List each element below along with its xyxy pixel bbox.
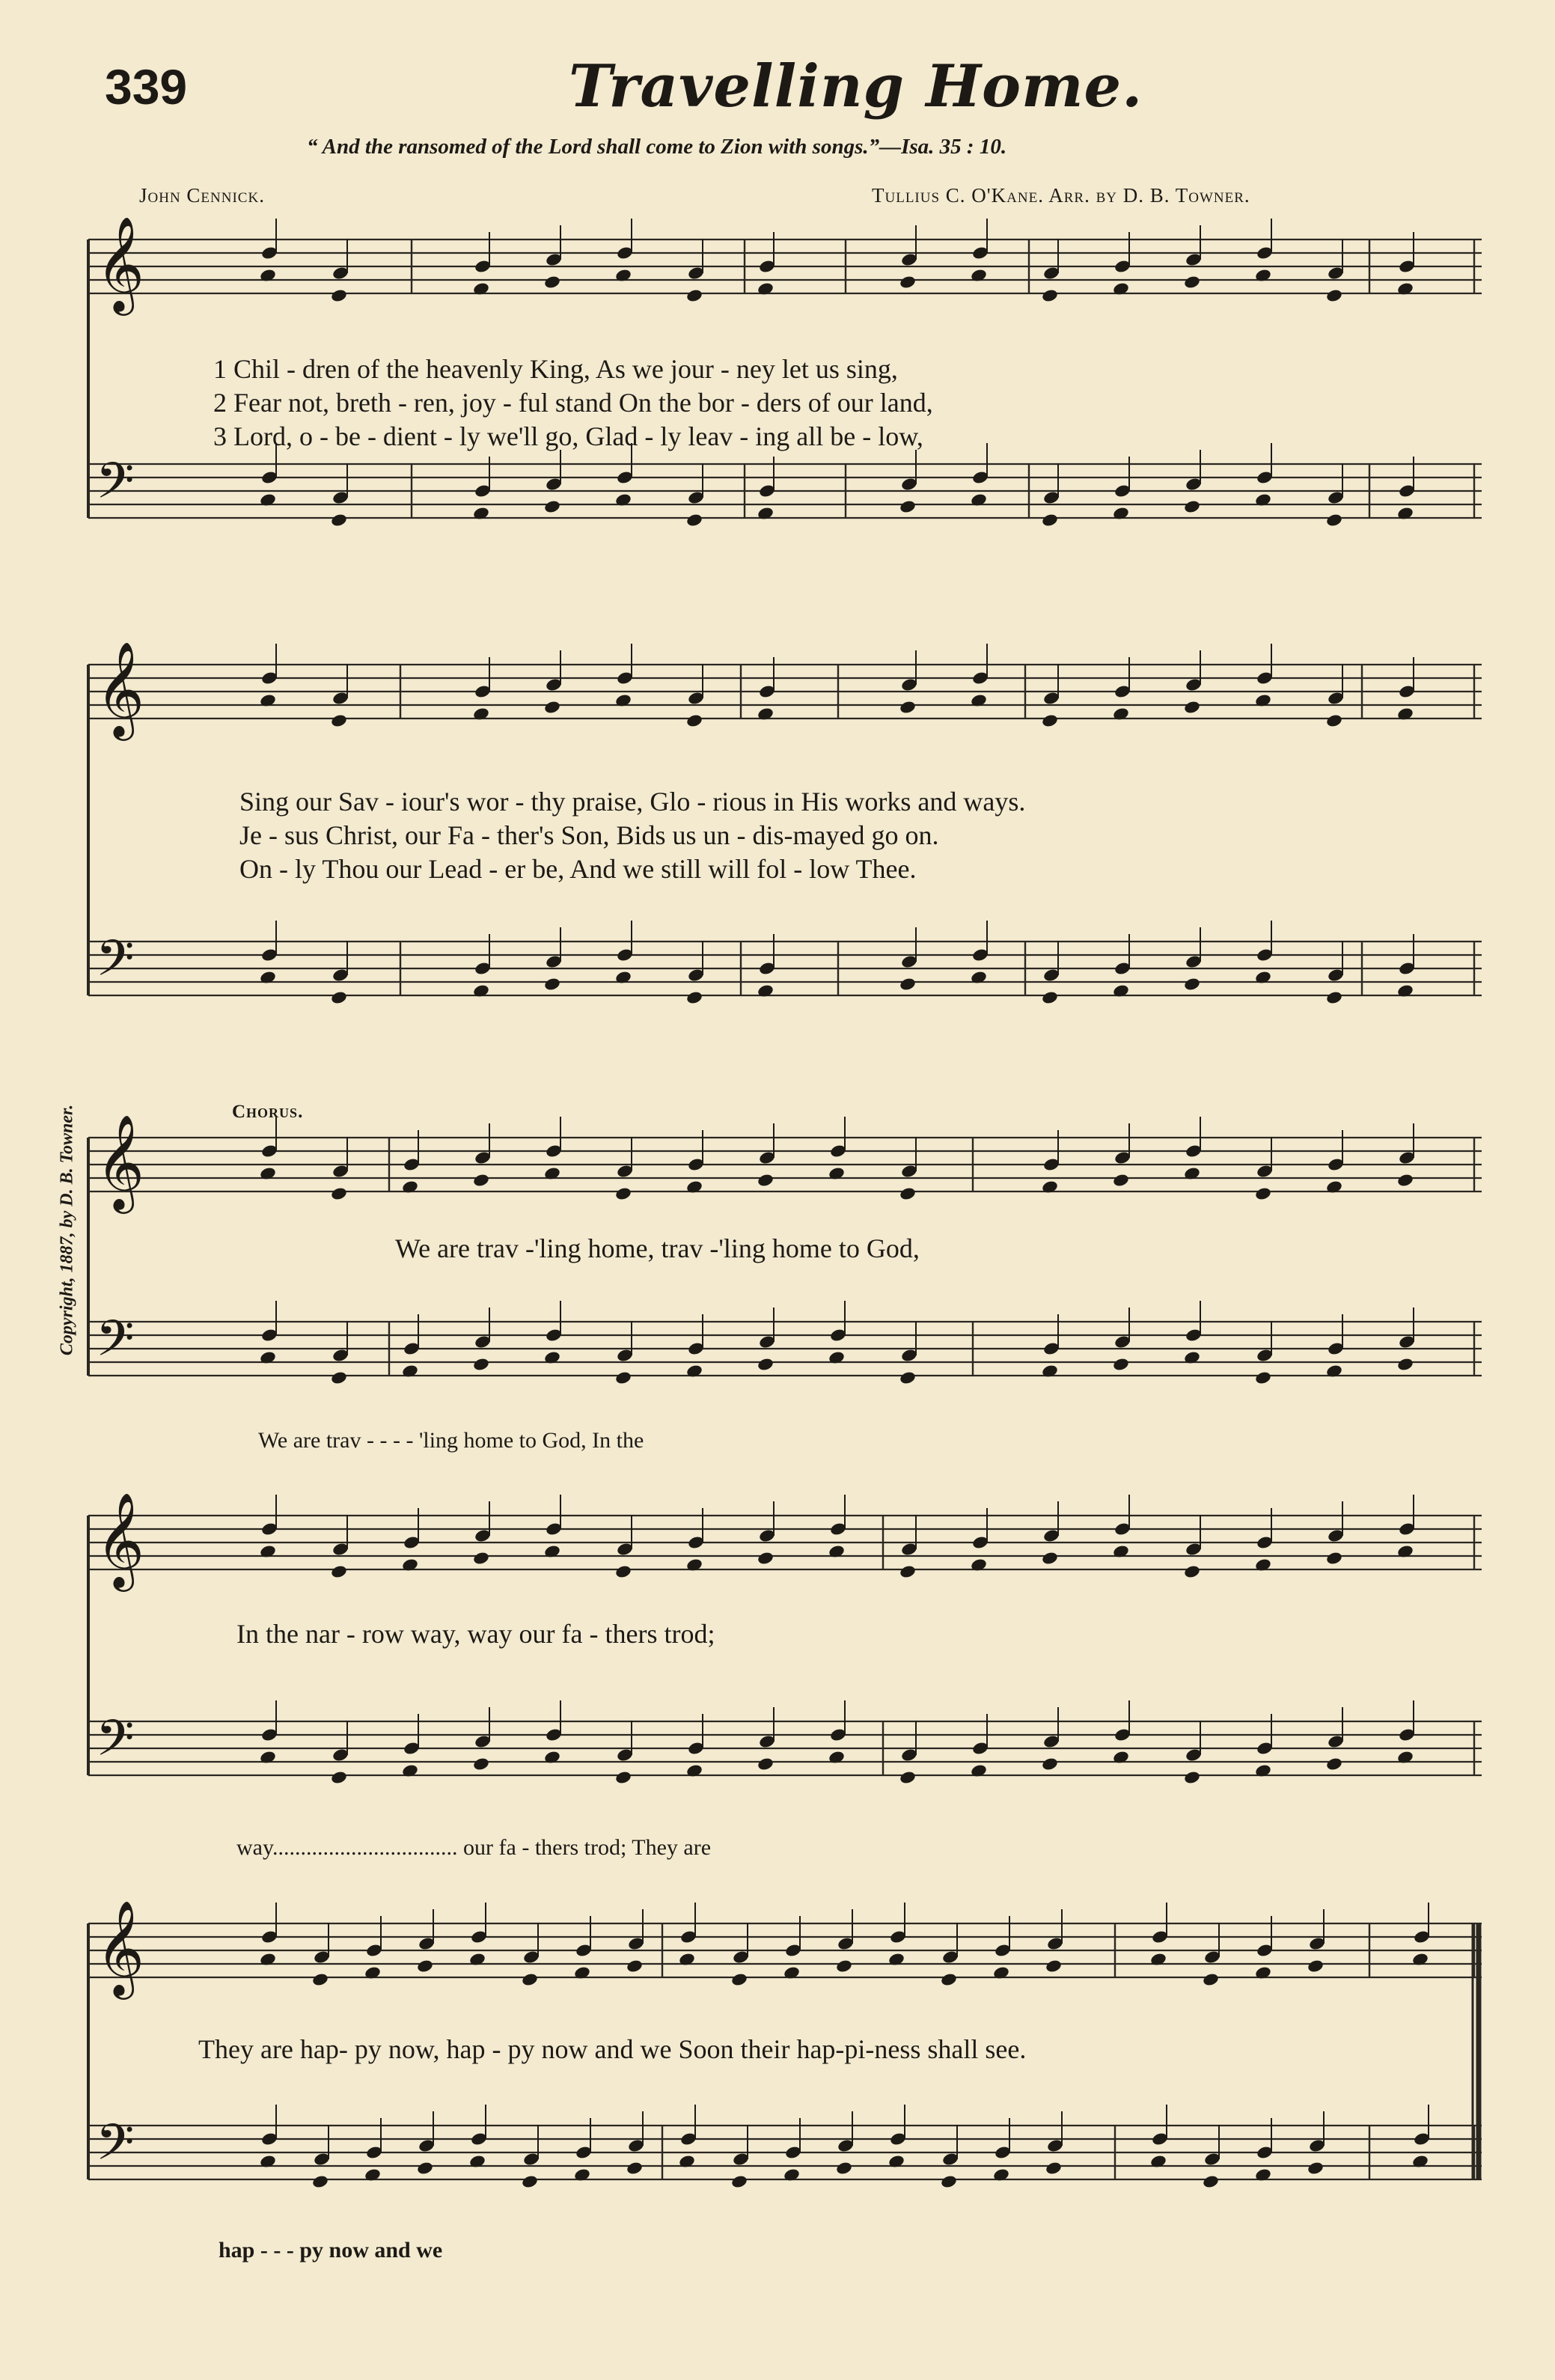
bass-note bbox=[1254, 1370, 1272, 1385]
treble-note bbox=[1041, 713, 1059, 728]
bass-note bbox=[899, 1370, 917, 1385]
verse-3-line-2: On - ly Thou our Lead - er be, And we still will fol - low Thee. bbox=[239, 854, 917, 884]
bass-note bbox=[1202, 2174, 1220, 2189]
treble-note bbox=[330, 288, 348, 303]
bass-clef: 𝄢 bbox=[96, 452, 135, 522]
hymn-number: 339 bbox=[105, 59, 188, 115]
copyright-notice: Copyright, 1887, by D. B. Towner. bbox=[57, 1104, 77, 1356]
bass-note bbox=[416, 2161, 434, 2176]
treble-note bbox=[614, 1186, 632, 1201]
treble-clef: 𝄞 bbox=[96, 641, 145, 736]
bass-note bbox=[472, 1357, 490, 1372]
bass-note bbox=[311, 2174, 329, 2189]
bass-note bbox=[330, 1370, 348, 1385]
treble-note bbox=[626, 1959, 644, 1974]
bass-note bbox=[757, 1757, 775, 1772]
treble-note bbox=[1045, 1959, 1063, 1974]
author-credit: John Cennick. bbox=[139, 184, 265, 207]
treble-note bbox=[757, 1173, 775, 1188]
bass-note bbox=[1045, 2161, 1063, 2176]
bass-note bbox=[835, 2161, 853, 2176]
treble-note bbox=[1307, 1959, 1325, 1974]
treble-note bbox=[614, 1564, 632, 1579]
treble-note bbox=[899, 700, 917, 715]
treble-clef: 𝄞 bbox=[96, 216, 145, 311]
treble-note bbox=[1325, 713, 1343, 728]
treble-note bbox=[1202, 1972, 1220, 1987]
treble-clef: 𝄞 bbox=[96, 1492, 145, 1587]
treble-note bbox=[899, 1186, 917, 1201]
bass-note bbox=[614, 1370, 632, 1385]
bass-note bbox=[940, 2174, 958, 2189]
chorus-line-3-bass: hap - - - py now and we bbox=[219, 2238, 443, 2262]
bass-note bbox=[543, 977, 561, 992]
bass-note bbox=[614, 1770, 632, 1785]
treble-note bbox=[1183, 700, 1201, 715]
treble-clef: 𝄞 bbox=[96, 1114, 145, 1209]
bass-note bbox=[330, 513, 348, 528]
treble-note bbox=[543, 275, 561, 290]
bass-note bbox=[1183, 977, 1201, 992]
chorus-label: Chorus. bbox=[232, 1102, 304, 1122]
verse-2-line-1: 2 Fear not, breth - ren, joy - ful stand On the bor - ders of our land, bbox=[213, 388, 933, 418]
verse-1-line-1: 1 Chil - dren of the heavenly King, As we jour - ney let us sing, bbox=[213, 354, 898, 384]
bass-note bbox=[330, 1770, 348, 1785]
chorus-line-2-bass: way................................. our fa - thers trod; They are bbox=[236, 1835, 712, 1860]
chorus-line-1-bass: We are trav - - - - 'ling home to God, In the bbox=[258, 1428, 644, 1453]
bass-clef: 𝄢 bbox=[96, 930, 135, 999]
treble-note bbox=[899, 1564, 917, 1579]
treble-note bbox=[685, 713, 703, 728]
treble-note bbox=[472, 1551, 490, 1566]
bass-note bbox=[543, 499, 561, 514]
bass-clef: 𝄢 bbox=[96, 2114, 135, 2183]
bass-note bbox=[1325, 513, 1343, 528]
bass-note bbox=[1183, 499, 1201, 514]
treble-note bbox=[330, 1186, 348, 1201]
epigraph: “ And the ransomed of the Lord shall come to Zion with songs.”—Isa. 35 : 10. bbox=[307, 135, 1007, 159]
bass-note bbox=[899, 499, 917, 514]
treble-note bbox=[730, 1972, 748, 1987]
chorus-line-2-treble: In the nar - row way, way our fa - thers trod; bbox=[236, 1619, 715, 1649]
treble-note bbox=[1112, 1173, 1130, 1188]
treble-note bbox=[940, 1972, 958, 1987]
verse-1-line-2: Sing our Sav - iour's wor - thy praise, Glo - rious in His works and ways. bbox=[239, 787, 1026, 817]
bass-note bbox=[757, 1357, 775, 1372]
chorus-line-1-treble: We are trav -'ling home, trav -'ling home to God, bbox=[395, 1233, 920, 1263]
treble-note bbox=[311, 1972, 329, 1987]
bass-note bbox=[472, 1757, 490, 1772]
verse-2-line-2: Je - sus Christ, our Fa - ther's Son, Bids us un - dis-mayed go on. bbox=[239, 820, 939, 850]
bass-note bbox=[626, 2161, 644, 2176]
bass-note bbox=[730, 2174, 748, 2189]
bass-note bbox=[1112, 1357, 1130, 1372]
composer-credit: Tullius C. O'Kane. Arr. by D. B. Towner. bbox=[872, 184, 1250, 207]
bass-note bbox=[1307, 2161, 1325, 2176]
bass-clef: 𝄢 bbox=[96, 1709, 135, 1779]
treble-note bbox=[899, 275, 917, 290]
treble-note bbox=[1325, 1551, 1343, 1566]
bass-note bbox=[1325, 990, 1343, 1005]
treble-note bbox=[1396, 1173, 1414, 1188]
treble-note bbox=[521, 1972, 539, 1987]
treble-clef: 𝄞 bbox=[96, 1900, 145, 1995]
treble-note bbox=[472, 1173, 490, 1188]
bass-note bbox=[1041, 513, 1059, 528]
treble-note bbox=[543, 700, 561, 715]
bass-note bbox=[899, 977, 917, 992]
treble-note bbox=[757, 1551, 775, 1566]
treble-note bbox=[1183, 275, 1201, 290]
verse-3-line-1: 3 Lord, o - be - dient - ly we'll go, Glad - ly leav - ing all be - low, bbox=[213, 421, 923, 451]
treble-note bbox=[1041, 1551, 1059, 1566]
bass-note bbox=[1396, 1357, 1414, 1372]
hymn-title: Travelling Home. bbox=[569, 52, 1143, 120]
treble-note bbox=[1325, 288, 1343, 303]
bass-note bbox=[330, 990, 348, 1005]
treble-note bbox=[1254, 1186, 1272, 1201]
treble-note bbox=[416, 1959, 434, 1974]
bass-note bbox=[1183, 1770, 1201, 1785]
treble-note bbox=[1183, 1564, 1201, 1579]
treble-note bbox=[1041, 288, 1059, 303]
bass-note bbox=[685, 513, 703, 528]
bass-note bbox=[521, 2174, 539, 2189]
treble-note bbox=[835, 1959, 853, 1974]
bass-note bbox=[1041, 990, 1059, 1005]
bass-note bbox=[1041, 1757, 1059, 1772]
treble-note bbox=[685, 288, 703, 303]
treble-note bbox=[330, 1564, 348, 1579]
bass-note bbox=[899, 1770, 917, 1785]
bass-note bbox=[685, 990, 703, 1005]
chorus-line-3-treble: They are hap- py now, hap - py now and we Soon their hap-pi-ness shall see. bbox=[198, 2034, 1027, 2064]
treble-note bbox=[330, 713, 348, 728]
bass-note bbox=[1325, 1757, 1343, 1772]
bass-clef: 𝄢 bbox=[96, 1310, 135, 1379]
